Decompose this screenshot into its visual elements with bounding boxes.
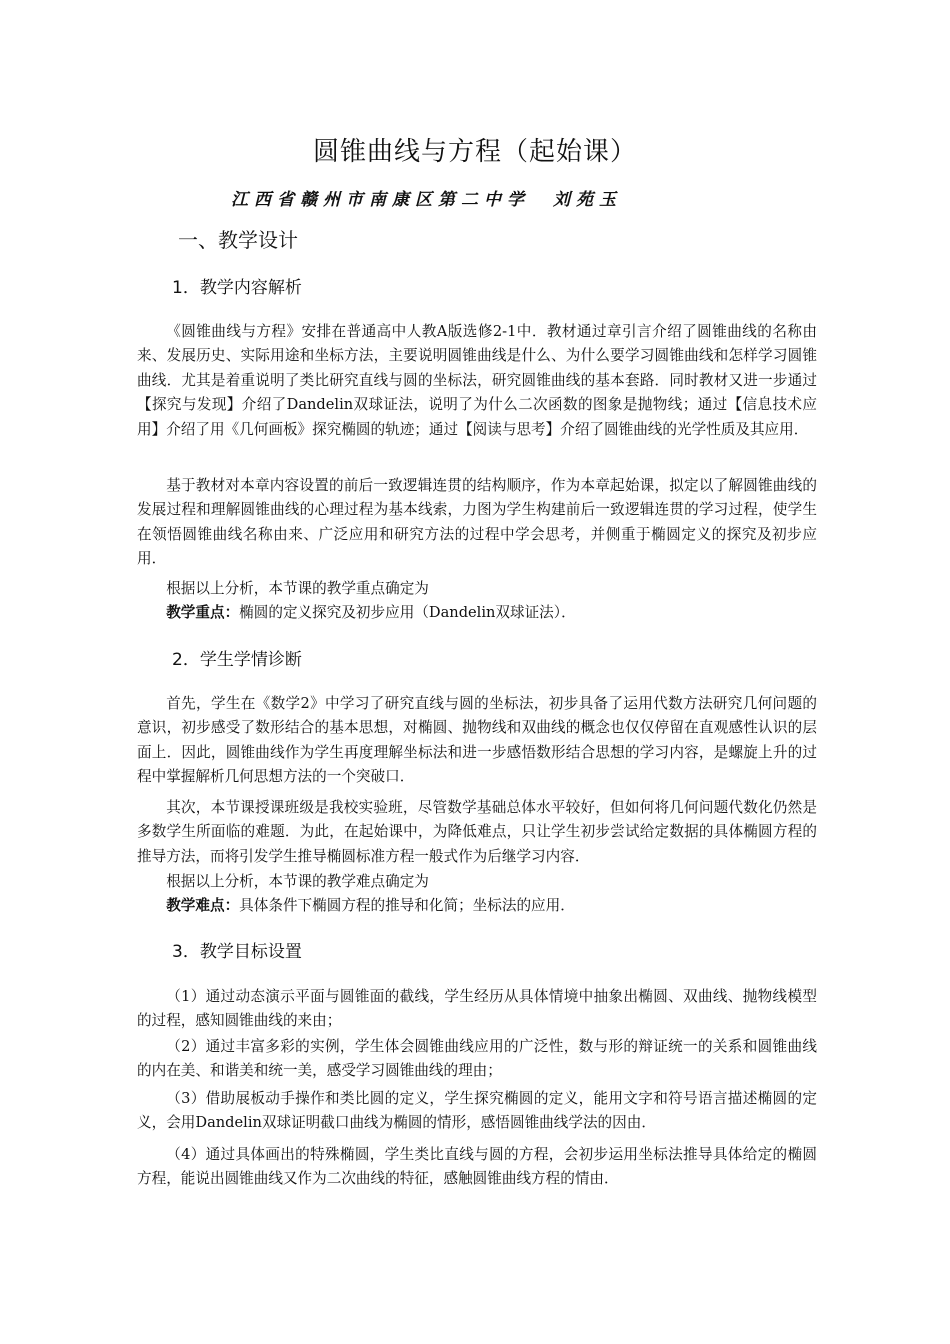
heading-student-diagnosis: 2．学生学情诊断 bbox=[172, 650, 302, 670]
paragraph-key-intro: 根据以上分析，本节课的教学重点确定为 bbox=[166, 580, 429, 597]
key-point-label: 教学重点： bbox=[166, 604, 240, 621]
paragraph-content-analysis-2: 基于教材对本章内容设置的前后一致逻辑连贯的结构顺序，作为本章起始课，拟定以了解圆锥曲线的发展过程和理解圆锥曲线的心理过程为基本线索，力图为学生构建前后一致逻辑连贯的学习过程，使学生在领悟圆锥曲线名称由来、广泛应用和研究方法的过程中学会思考，并侧重于椭圆定义的探究及初步应用． bbox=[137, 477, 817, 568]
paragraph-student-diagnosis-1: 首先，学生在《数学2》中学习了研究直线与圆的坐标法，初步具备了运用代数方法研究几何问题的意识，初步感受了数形结合的基本思想，对椭圆、抛物线和双曲线的概念也仅仅停留在直观感性认识的层面上．因此，圆锥曲线作为学生再度理解坐标法和进一步感悟数形结合思想的学习内容，是螺旋上升的过程中掌握解析几何思想方法的一个突破口． bbox=[137, 695, 817, 786]
objective-2: （2）通过丰富多彩的实例，学生体会圆锥曲线应用的广泛性，数与形的辩证统一的关系和圆锥曲线的内在美、和谐美和统一美，感受学习圆锥曲线的理由； bbox=[137, 1038, 817, 1080]
objective-4: （4）通过具体画出的特殊椭圆，学生类比直线与圆的方程，会初步运用坐标法推导具体给定的椭圆方程，能说出圆锥曲线又作为二次曲线的特征，感触圆锥曲线方程的情由． bbox=[137, 1146, 817, 1188]
key-point-text: 椭圆的定义探究及初步应用（Dandelin双球证法）． bbox=[239, 604, 576, 621]
difficulty-line bbox=[137, 894, 817, 918]
objective-1: （1）通过动态演示平面与圆锥面的截线，学生经历从具体情境中抽象出椭圆、双曲线、抛物线模型的过程，感知圆锥曲线的来由； bbox=[137, 988, 817, 1030]
heading-objectives: 3．教学目标设置 bbox=[172, 942, 302, 962]
paragraph-content-analysis-1: 《圆锥曲线与方程》安排在普通高中人教A版选修2-1中．教材通过章引言介绍了圆锥曲线的名称由来、发展历史、实际用途和坐标方法，主要说明圆锥曲线是什么、为什么要学习圆锥曲线和怎样学习圆锥曲线．尤其是着重说明了类比研究直线与圆的坐标法，研究圆锥曲线的基本套路．同时教材又进一步通过【探究与发现】介绍了Dandelin双球证法，说明了为什么二次函数的图象是抛物线；通过【信息技术应用】介绍了用《几何画板》探究椭圆的轨迹；通过【阅读与思考】介绍了圆锥曲线的光学性质及其应用． bbox=[137, 323, 817, 438]
heading-content-analysis: 1．教学内容解析 bbox=[172, 278, 302, 298]
objective-3: （3）借助展板动手操作和类比圆的定义，学生探究椭圆的定义，能用文字和符号语言描述椭圆的定义，会用Dandelin双球证明截口曲线为椭圆的情形，感悟圆锥曲线学法的因由． bbox=[137, 1090, 817, 1132]
document-title: 圆锥曲线与方程（起始课） bbox=[312, 137, 637, 167]
key-point-line bbox=[137, 601, 817, 625]
section-heading-teaching-design: 一、教学设计 bbox=[178, 228, 298, 252]
author-line: 江西省赣州市南康区第二中学 刘苑玉 bbox=[231, 190, 622, 210]
difficulty-label: 教学难点： bbox=[166, 897, 240, 914]
difficulty-text: 具体条件下椭圆方程的推导和化简；坐标法的应用． bbox=[239, 897, 575, 914]
paragraph-difficulty-intro: 根据以上分析，本节课的教学难点确定为 bbox=[166, 873, 429, 890]
paragraph-student-diagnosis-2: 其次，本节课授课班级是我校实验班，尽管数学基础总体水平较好，但如何将几何问题代数化仍然是多数学生所面临的难题．为此，在起始课中，为降低难点，只让学生初步尝试给定数据的具体椭圆方程的推导方法，而将引发学生推导椭圆标准方程一般式作为后继学习内容． bbox=[137, 799, 817, 865]
